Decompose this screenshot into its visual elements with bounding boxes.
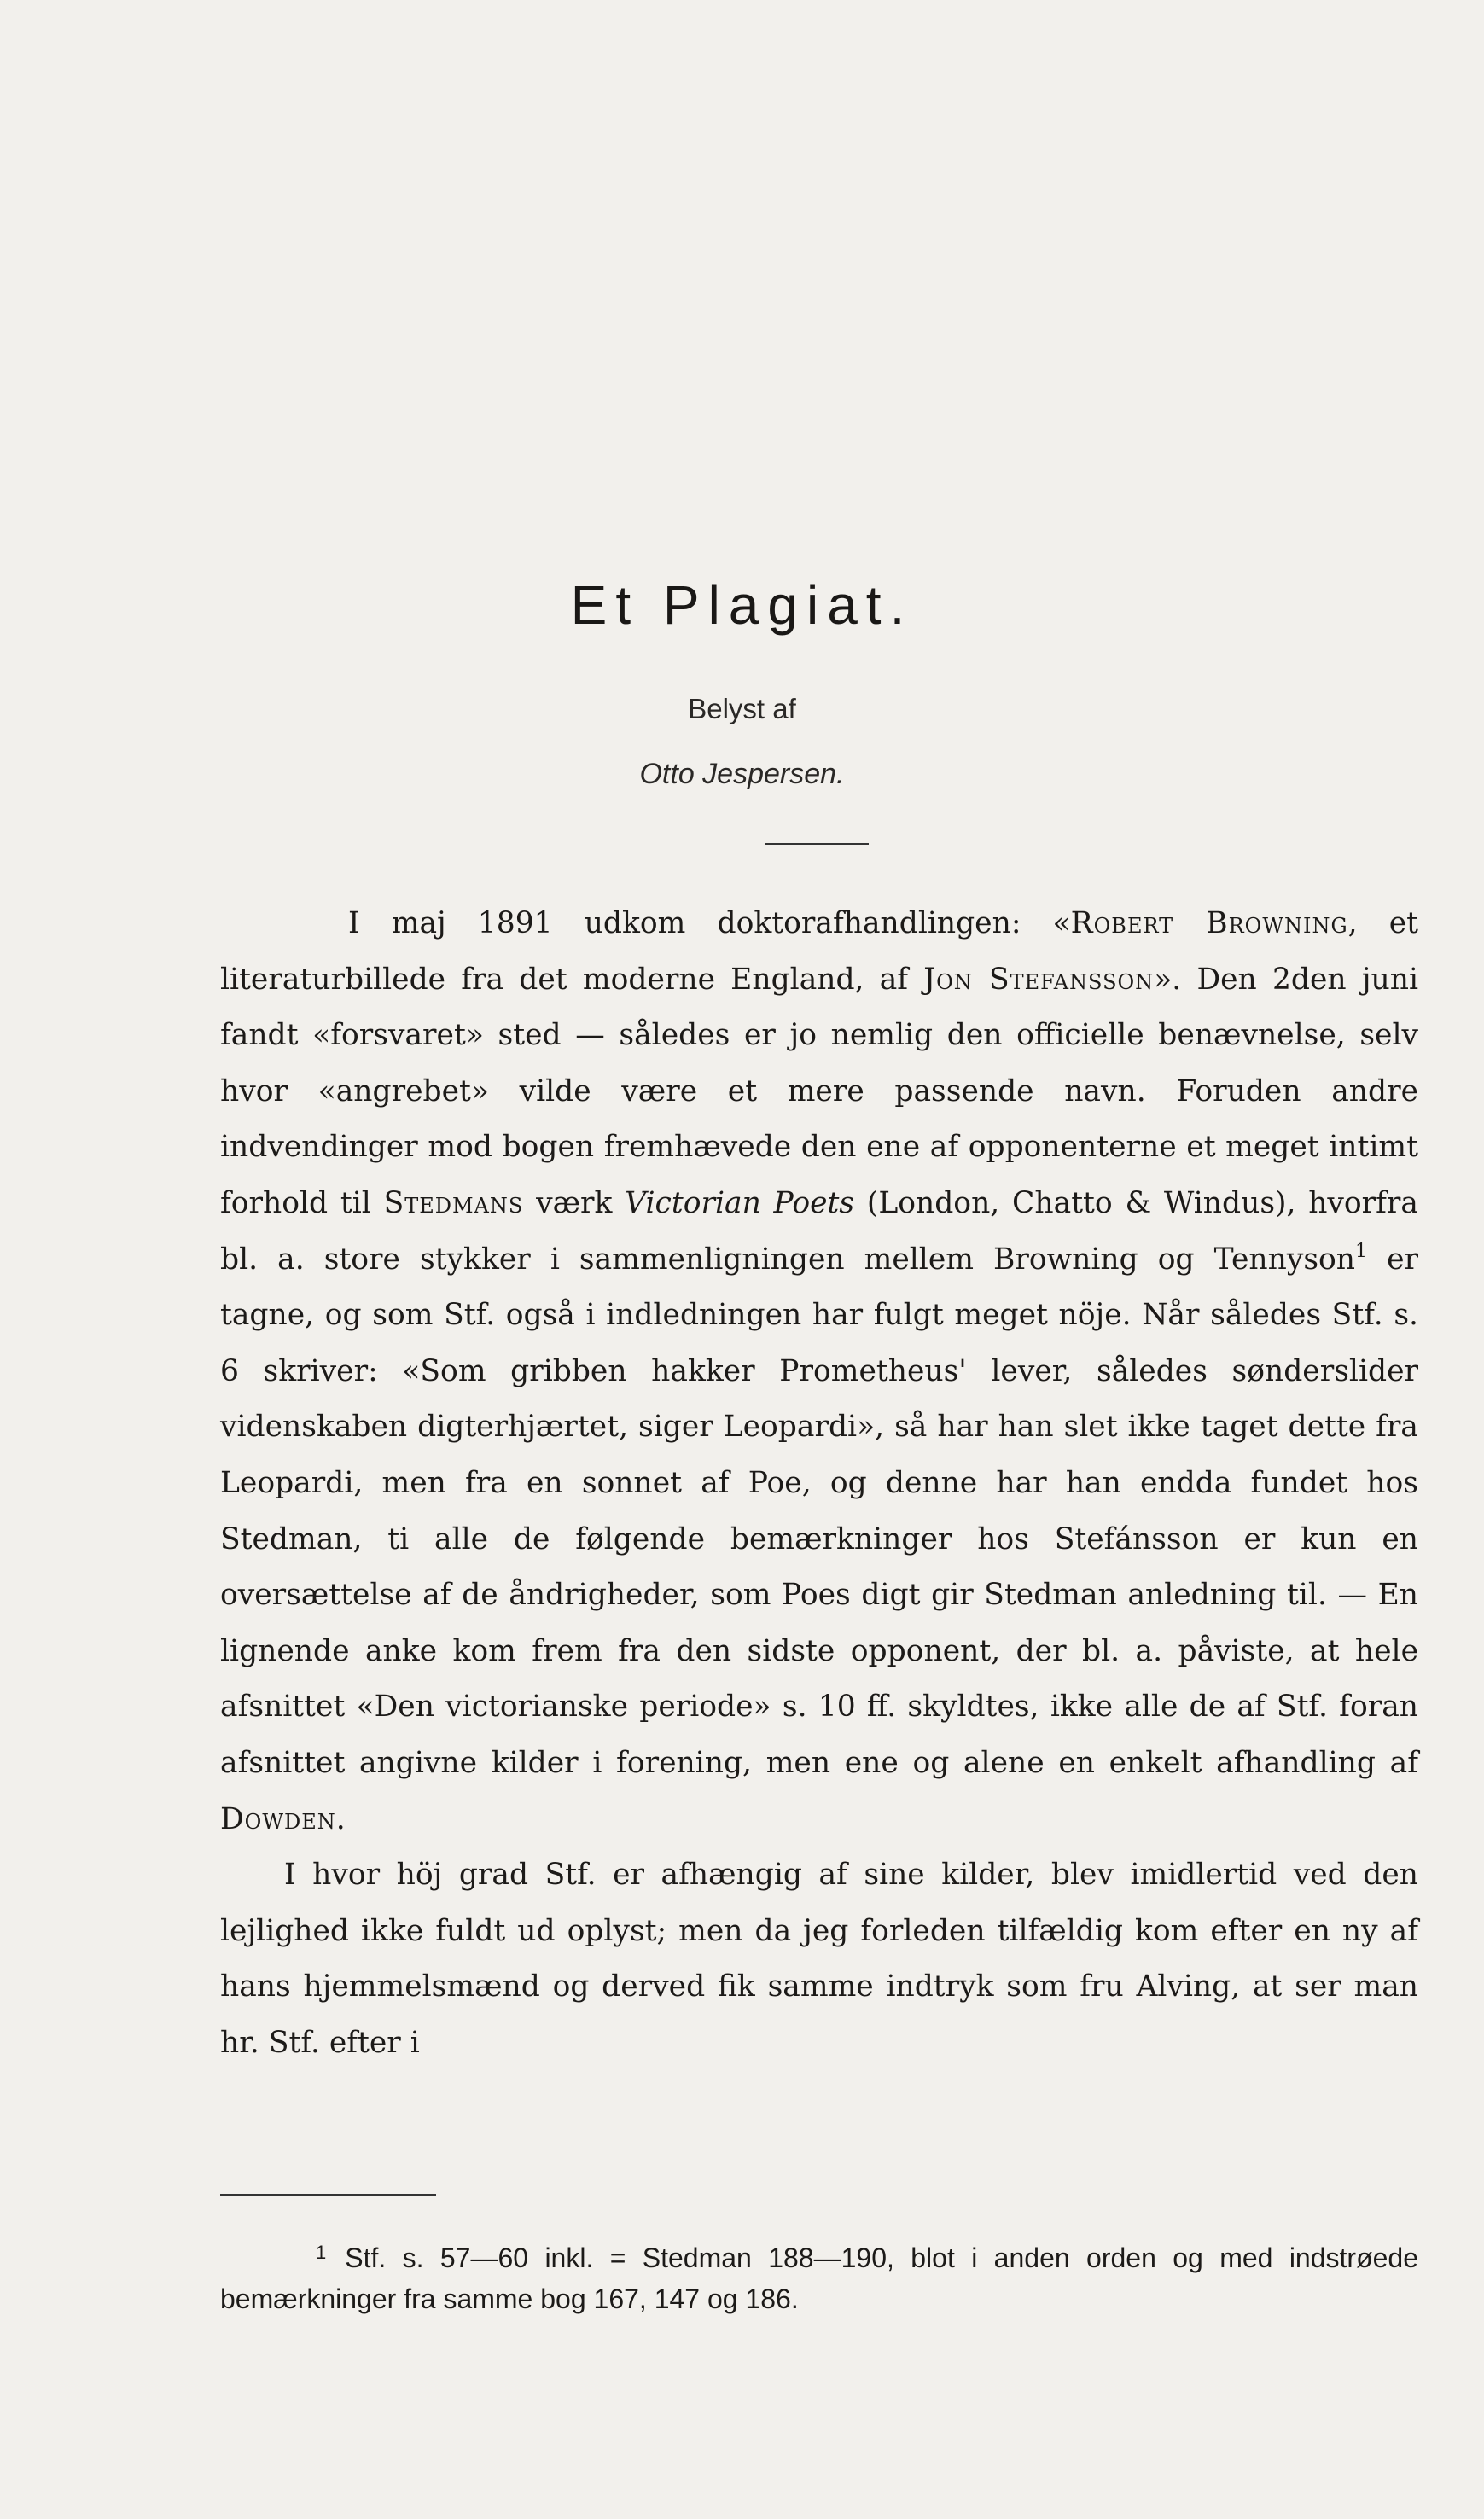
text-run: ». Den 2den juni fandt «forsvaret» sted — således er jo nemlig den officielle benævnelse, selv hvor «angrebet» vilde være et mere passende navn. Foruden andre indvendinger mod bogen fremhævede den ene af opponenterne et meget intimt forhold til xyxy=(220,962,1418,1220)
italic-title: Victorian Poets xyxy=(625,1185,855,1220)
paragraph-2 xyxy=(220,1847,1418,2071)
text-run: , et literaturbillede fra det moderne England, af xyxy=(220,906,1418,997)
small-caps-text: Robert Browning xyxy=(1070,906,1348,940)
text-run: (London, Chatto & Windus), hvorfra bl. a. store stykker i sammenligningen mellem Browning og Tennyson xyxy=(220,1185,1418,1277)
small-caps-text: Jon Stefansson xyxy=(923,962,1155,997)
footnote-mark: 1 xyxy=(316,2242,327,2263)
body-text xyxy=(220,896,1418,2071)
text-run: værk xyxy=(523,1185,626,1220)
footnote-divider xyxy=(220,2194,436,2196)
article-title: Et Plagiat. xyxy=(570,574,914,636)
small-caps-text: Dowden xyxy=(220,1801,336,1836)
text-run: . xyxy=(335,1801,346,1836)
title-divider xyxy=(765,843,869,845)
text-run: er tagne, og som Stf. også i indledningen har fulgt meget nöje. Når således Stf. s. 6 skriver: «Som gribben hakker Prometheus' lever, således sønderslider videnskaben digterhjærtet, siger Leopardi», så har han slet ikke taget dette fra Leopardi, men fra en sonnet af Poe, og denne har han endda fundet hos Stedman, ti alle de følgende bemærkninger hos Stefánsson er kun en oversættelse af de åndrigheder, som Poes digt gir Stedman anledning til. — En lignende anke kom frem fra den sidste opponent, der bl. a. påviste, at hele afsnittet «Den victorianske periode» s. 10 ff. skyldtes, ikke alle de af Stf. foran afsnittet angivne kilder i forening, men ene og alene en enkelt afhandling af xyxy=(220,1242,1418,1780)
author-name: Otto Jespersen. xyxy=(639,758,845,790)
paragraph-1 xyxy=(220,896,1418,1847)
byline: Belyst af xyxy=(688,693,796,724)
text-run: I hvor höj grad Stf. er afhængig af sine kilder, blev imidlertid ved den lejlighed ikke fuldt ud oplyst; men da jeg forleden tilfældig kom efter en ny af hans hjemmelsmænd og derved fik samme indtryk som fru Alving, at ser man hr. Stf. efter i xyxy=(220,1858,1418,2060)
footnote-reference: 1 xyxy=(1355,1240,1368,1262)
small-caps-text: Stedmans xyxy=(383,1185,524,1220)
text-run: I maj 1891 udkom doktorafhandlingen: « xyxy=(348,906,1071,940)
footnote xyxy=(220,2237,1418,2319)
footnote-text: Stf. s. 57—60 inkl. = Stedman 188—190, blot i anden orden og med indstrøede bemærkninger fra samme bog 167, 147 og 186. xyxy=(220,2243,1418,2314)
